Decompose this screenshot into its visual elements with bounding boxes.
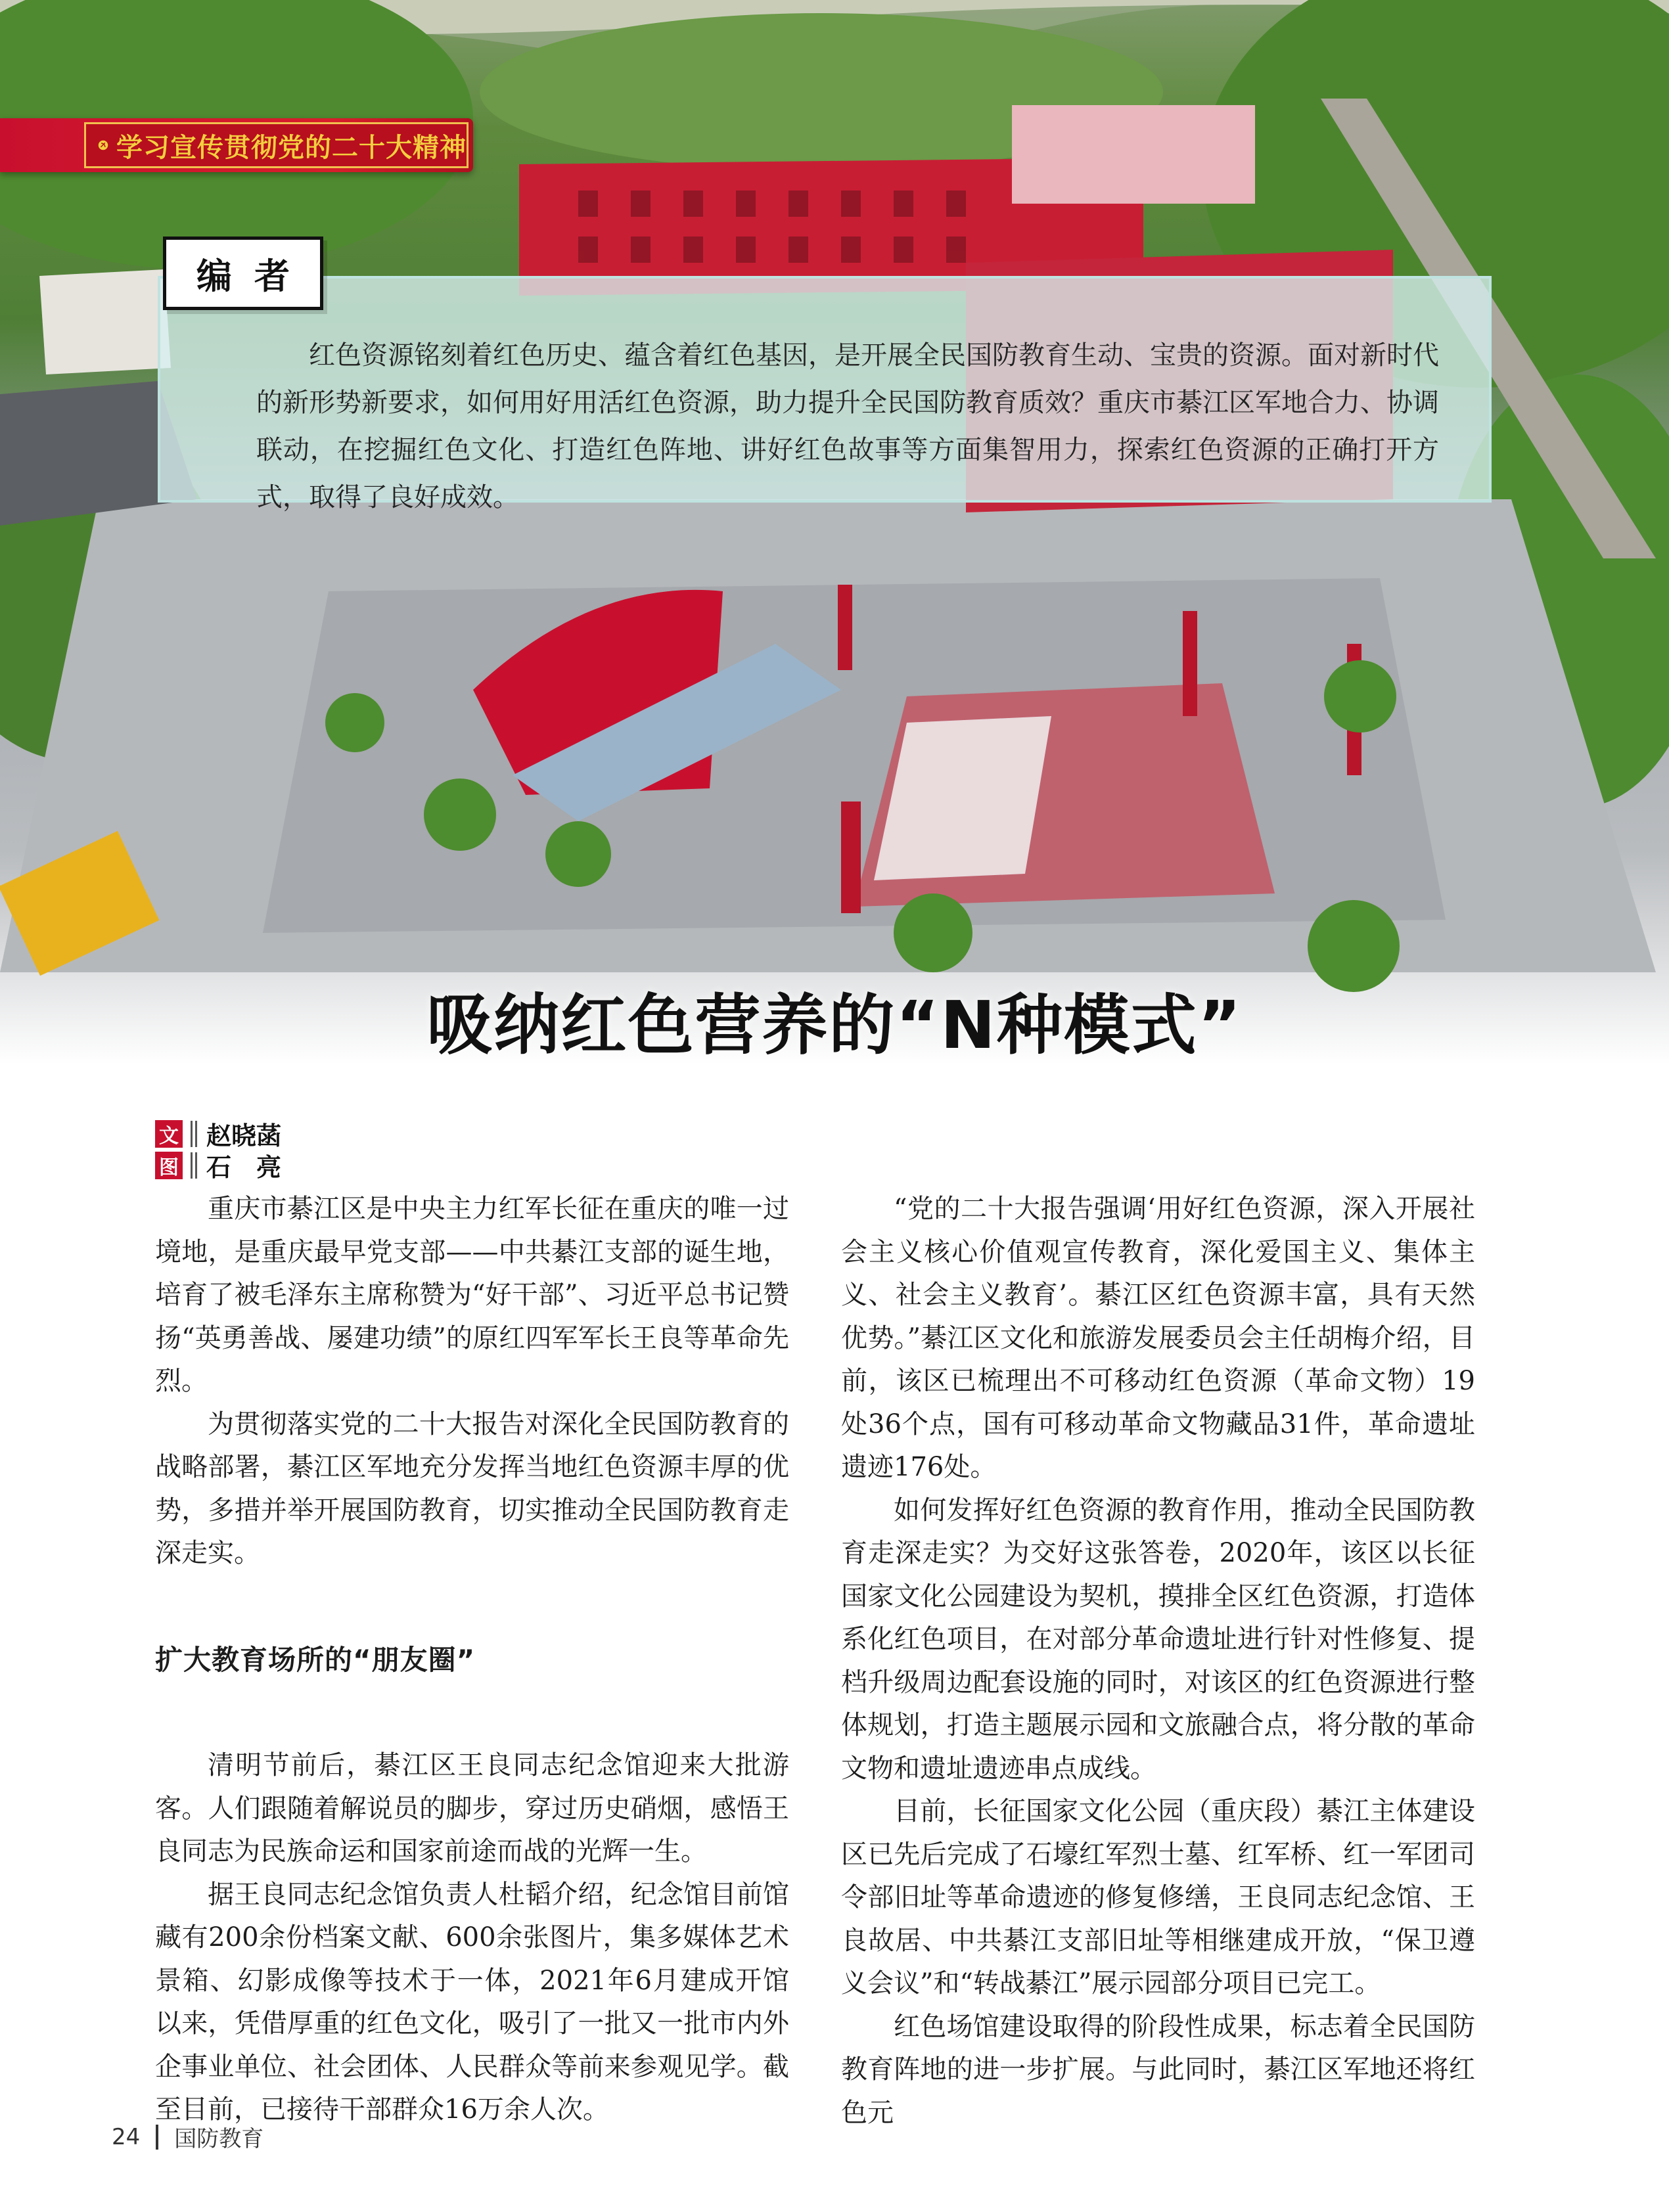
paragraph: 为贯彻落实党的二十大报告对深化全民国防教育的战略部署，綦江区军地充分发挥当地红色资源丰厚的优势，多措并举开展国防教育，切实推动全民国防教育走深走实。 bbox=[155, 1409, 789, 1568]
byline-author bbox=[155, 1116, 281, 1152]
section-subheading: 扩大教育场所的“朋友圈” bbox=[155, 1643, 476, 1676]
paragraph: 据王良同志纪念馆负责人杜韬介绍，纪念馆目前馆藏有200余份档案文献、600余张图片，集多媒体艺术景箱、幻影成像等技术于一体，2021年6月建成开馆以来，凭借厚重的红色文化，吸引了一批又一批市内外企事业单位、社会团体、人民群众等前来参观见学。截至目前，已接待干部群众16万余人次。 bbox=[155, 1879, 789, 2125]
page-number: 24 bbox=[112, 2123, 141, 2150]
byline-name: 石 亮 bbox=[206, 1153, 282, 1182]
article-title: 吸纳红色营养的“N种模式” bbox=[426, 987, 1243, 1064]
page-footer bbox=[112, 2121, 263, 2153]
editor-note-tag bbox=[163, 237, 323, 310]
editor-note-tag-char-2: 者 bbox=[254, 255, 290, 297]
editor-note-text: 红色资源铭刻着红色历史、蕴含着红色基因，是开展全民国防教育生动、宝贵的资源。面对新时代的新形势新要求，如何用好用活红色资源，助力提升全民国防教育质效？重庆市綦江区军地合力、协调联动，在挖掘红色文化、打造红色阵地、讲好红色故事等方面集智用力，探索红色资源的正确打开方式，取得了良好成效。 bbox=[256, 340, 1439, 512]
paragraph: 清明节前后，綦江区王良同志纪念馆迎来大批游客。人们跟随着解说员的脚步，穿过历史硝烟，感悟王良同志为民族命运和国家前途而战的光辉一生。 bbox=[155, 1750, 789, 1866]
party-emblem-icon bbox=[98, 131, 108, 160]
paragraph: 重庆市綦江区是中央主力红军长征在重庆的唯一过境地，是重庆最早党支部——中共綦江支部的诞生地，培育了被毛泽东主席称赞为“好干部”、习近平总书记赞扬“英勇善战、屡建功绩”的原红四军军长王良等革命先烈。 bbox=[155, 1194, 789, 1396]
footer-divider bbox=[156, 2125, 158, 2150]
editor-note-tag-char-1: 编 bbox=[196, 255, 232, 297]
byline-photographer bbox=[155, 1147, 281, 1183]
magazine-name: 国防教育 bbox=[174, 2126, 264, 2152]
paragraph: 如何发挥好红色资源的教育作用，推动全民国防教育走深走实？为交好这张答卷，2020年，该区以长征国家文化公园建设为契机，摸排全区红色资源，打造体系化红色项目，在对部分革命遗址进行针对性修复、提档升级周边配套设施的同时，对该区的红色资源进行整体规划，打造主题展示园和文旅融合点，将分散的革命文物和遗址遗迹串点成线。 bbox=[841, 1495, 1475, 1784]
paragraph: “党的二十大报告强调‘用好红色资源，深入开展社会主义核心价值观宣传教育，深化爱国主义、集体主义、社会主义教育’。綦江区红色资源丰富，具有天然优势。”綦江区文化和旅游发展委员会主任胡梅介绍，目前，该区已梳理出不可移动红色资源（革命文物）19处36个点，国有可移动革命文物藏品31件，革命遗址遗迹176处。 bbox=[841, 1194, 1475, 1482]
byline-name: 赵晓菡 bbox=[206, 1121, 282, 1150]
byline-divider bbox=[191, 1121, 197, 1147]
byline-role-tag: 图 bbox=[155, 1152, 183, 1179]
article-column-left bbox=[155, 1188, 789, 2132]
section-banner-label-box bbox=[84, 122, 469, 168]
byline-role-tag: 文 bbox=[155, 1120, 183, 1148]
byline-divider bbox=[191, 1152, 197, 1179]
paragraph: 目前，长征国家文化公园（重庆段）綦江主体建设区已先后完成了石壕红军烈士墓、红军桥、红一军团司令部旧址等革命遗迹的修复修缮，王良同志纪念馆、王良故居、中共綦江支部旧址等相继建成开放，“保卫遵义会议”和“转战綦江”展示园部分项目已完工。 bbox=[841, 1796, 1475, 1998]
section-banner-text: 学习宣传贯彻党的二十大精神 bbox=[116, 131, 467, 163]
article-column-right bbox=[841, 1188, 1475, 2134]
paragraph: 红色场馆建设取得的阶段性成果，标志着全民国防教育阵地的进一步扩展。与此同时，綦江区军地还将红色元 bbox=[841, 2011, 1475, 2128]
